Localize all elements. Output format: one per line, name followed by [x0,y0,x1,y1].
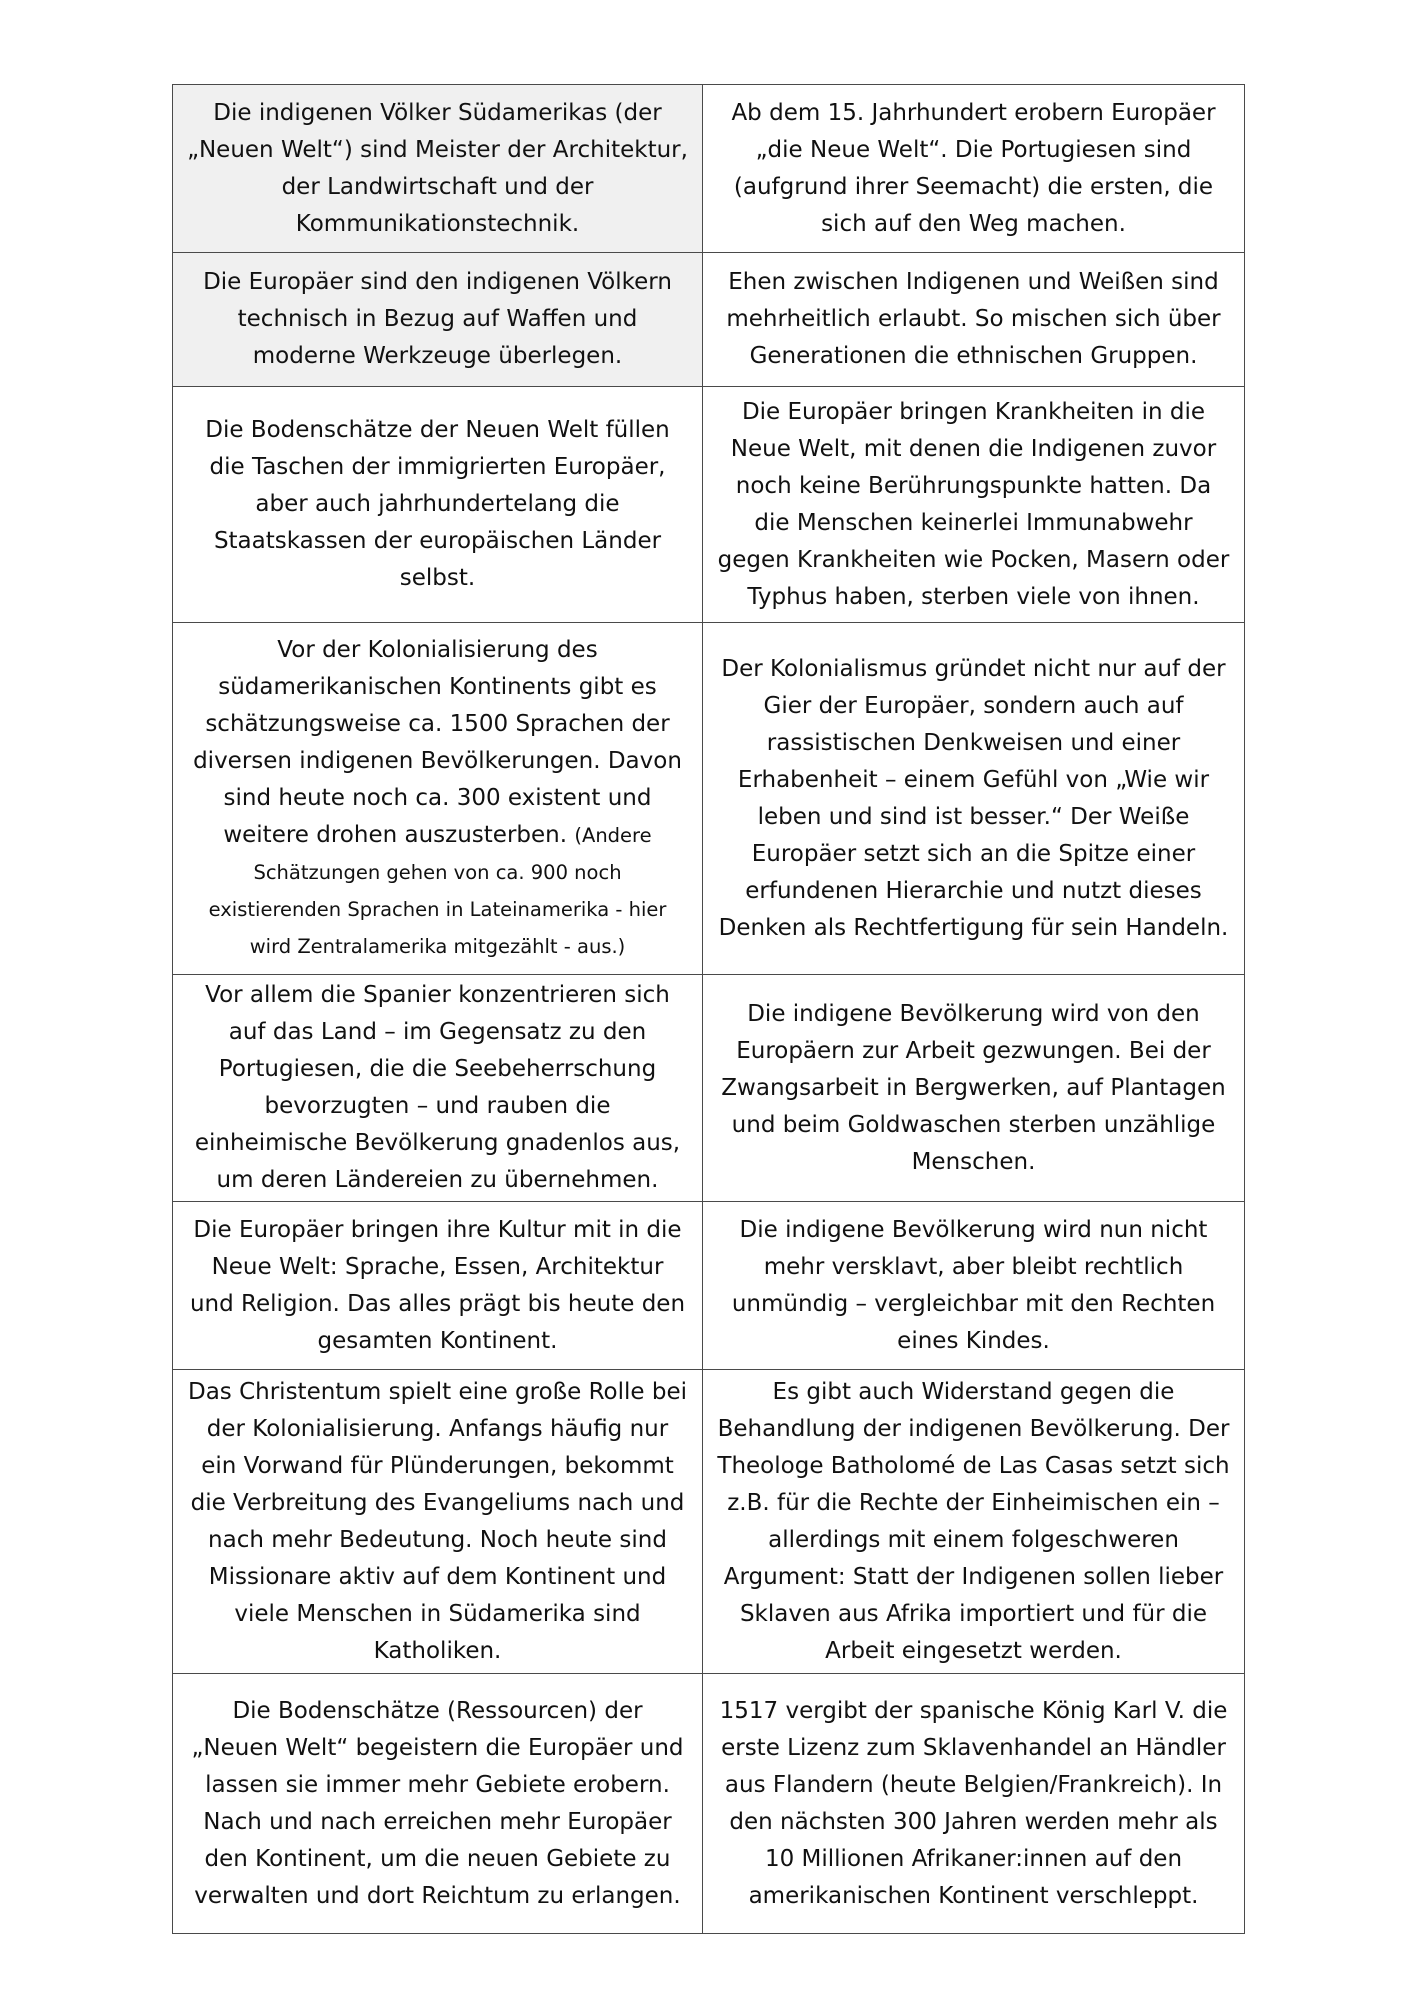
card-cell [173,85,703,253]
card-text: Die Europäer bringen ihre Kultur mit in die Neue Welt: Sprache, Essen, Architektur und Religion. Das alles prägt bis heute den gesamten Kontinent. [189,1216,686,1354]
card-text: Die Bodenschätze der Neuen Welt füllen die Taschen der immigrierten Europäer, aber auch jahrhundertelang die Staatskassen der europäischen Länder selbst. [205,417,670,591]
card-text: Die indigene Bevölkerung wird nun nicht mehr versklavt, aber bleibt rechtlich unmündig – vergleichbar mit den Rechten eines Kindes. [731,1216,1216,1354]
card-text: Die indigenen Völker Südamerikas (der „Neuen Welt“) sind Meister der Architektur, der Landwirtschaft und der Kommunikationstechnik. [187,99,688,237]
card-cell [703,623,1245,975]
card-cell [173,1674,703,1934]
card-cell [703,253,1245,387]
card-cell [703,387,1245,623]
table-row [173,253,1245,387]
table-row [173,975,1245,1202]
card-cell [173,1202,703,1370]
card-text: Ab dem 15. Jahrhundert erobern Europäer „die Neue Welt“. Die Portugiesen sind (aufgrund ihrer Seemacht) die ersten, die sich auf den Weg machen. [731,99,1216,237]
card-cell [173,1370,703,1674]
card-text: Es gibt auch Widerstand gegen die Behandlung der indigenen Bevölkerung. Der Theologe Batholomé de Las Casas setzt sich z.B. für die Rechte der Einheimischen ein – allerdings mit einem folgeschweren Argument: Statt der Indigenen sollen lieber Sklaven aus Afrika importiert und für die Arbeit eingesetzt werden. [717,1378,1230,1664]
table-row [173,1202,1245,1370]
card-cell [703,1202,1245,1370]
card-text: Der Kolonialismus gründet nicht nur auf der Gier der Europäer, sondern auch auf rassistischen Denkweisen und einer Erhabenheit – einem Gefühl von „Wie wir leben und sind ist besser.“ Der Weiße Europäer setzt sich an die Spitze einer erfundenen Hierarchie und nutzt dieses Denken als Rechtfertigung für sein Handeln. [718,655,1229,941]
table-row [173,1370,1245,1674]
table-row [173,387,1245,623]
card-text: 1517 vergibt der spanische König Karl V. die erste Lizenz zum Sklavenhandel an Händler aus Flandern (heute Belgien/Frankreich). In den nächsten 300 Jahren werden mehr als 10 Millionen Afrikaner:innen auf den amerikanischen Kontinent verschleppt. [719,1697,1228,1909]
card-text: Vor allem die Spanier konzentrieren sich auf das Land – im Gegensatz zu den Portugiesen, die die Seebeherrschung bevorzugten – und rauben die einheimische Bevölkerung gnadenlos aus, um deren Ländereien zu übernehmen. [194,982,681,1193]
card-text: Die indigene Bevölkerung wird von den Europäern zur Arbeit gezwungen. Bei der Zwangsarbeit in Bergwerken, auf Plantagen und beim Goldwaschen sterben unzählige Menschen. [721,1000,1226,1175]
card-cell [173,387,703,623]
card-cell [703,85,1245,253]
card-note: (Andere Schätzungen gehen von ca. 900 noch existierenden Sprachen in Lateinamerika - hier wird Zentralamerika mitgezählt - aus.) [208,824,667,958]
card-cell [173,975,703,1202]
table-row [173,623,1245,975]
card-text: Das Christentum spielt eine große Rolle bei der Kolonialisierung. Anfangs häufig nur ein Vorwand für Plünderungen, bekommt die Verbreitung des Evangeliums nach und nach mehr Bedeutung. Noch heute sind Missionare aktiv auf dem Kontinent und viele Menschen in Südamerika sind Katholiken. [187,1378,687,1664]
card-text: Vor der Kolonialisierung des südamerikanischen Kontinents gibt es schätzungsweise ca. 1500 Sprachen der diversen indigenen Bevölkerungen. Davon sind heute noch ca. 300 existent und weitere drohen auszusterben. [193,637,682,848]
card-cell [703,1674,1245,1934]
card-cell [703,975,1245,1202]
card-text: Die Bodenschätze (Ressourcen) der „Neuen Welt“ begeistern die Europäer und lassen sie immer mehr Gebiete erobern. Nach und nach erreichen mehr Europäer den Kontinent, um die neuen Gebiete zu verwalten und dort Reichtum zu erlangen. [191,1697,684,1909]
table-row [173,1674,1245,1934]
card-cell [173,253,703,387]
card-text: Ehen zwischen Indigenen und Weißen sind mehrheitlich erlaubt. So mischen sich über Generationen die ethnischen Gruppen. [726,269,1221,369]
card-table [172,84,1245,1934]
card-cell [703,1370,1245,1674]
table-row [173,85,1245,253]
card-text: Die Europäer sind den indigenen Völkern technisch in Bezug auf Waffen und moderne Werkzeuge überlegen. [203,269,672,369]
card-text: Die Europäer bringen Krankheiten in die Neue Welt, mit denen die Indigenen zuvor noch keine Berührungspunkte hatten. Da die Menschen keinerlei Immunabwehr gegen Krankheiten wie Pocken, Masern oder Typhus haben, sterben viele von ihnen. [717,398,1230,610]
card-cell [173,623,703,975]
